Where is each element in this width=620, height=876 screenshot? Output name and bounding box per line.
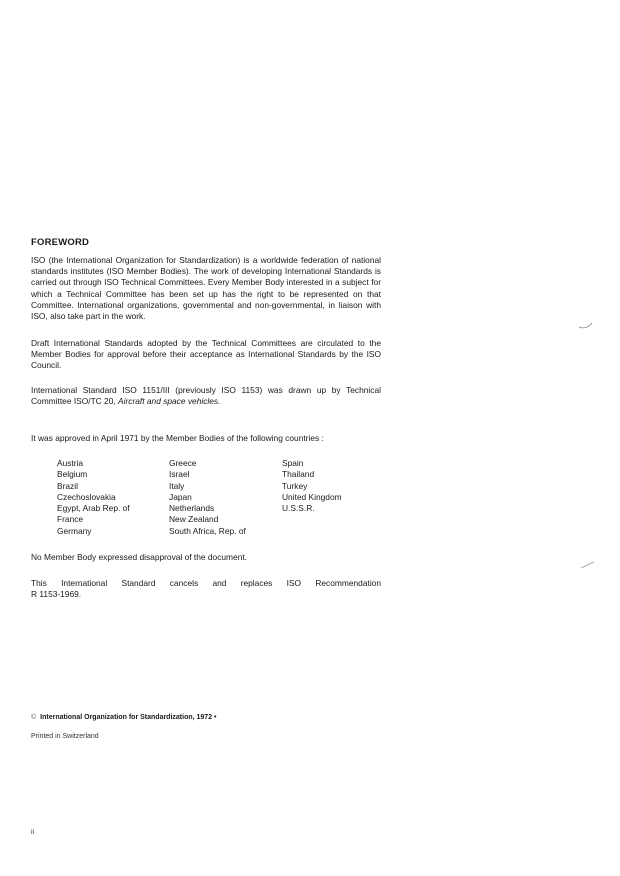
country-item: Spain [282,458,304,468]
country-item: New Zealand [169,514,219,525]
country-item: Egypt, Arab Rep. of [57,503,130,514]
country-item: Austria [57,458,84,468]
country-item: Japan [169,491,192,502]
margin-mark-icon [578,320,594,330]
country-item: Czechoslovakia [57,491,116,502]
country-item: Turkey [282,480,308,491]
country-item: South Africa, Rep. of [169,525,246,536]
country-item: Brazil [57,480,78,491]
country-item: United Kingdom [282,491,342,502]
printed-location: Printed in Switzerland [31,733,99,740]
country-column-1 [57,458,130,537]
country-column-3 [282,458,342,514]
disapproval-statement: No Member Body expressed disapproval of the document. [31,552,248,562]
country-item: Germany [57,525,92,536]
foreword-paragraph-3 [31,385,381,407]
page-number: ii [31,829,35,836]
country-item: Belgium [57,469,88,480]
cancellation-line-1: This International Standard cancels and replaces ISO Recommendation [31,578,381,588]
country-column-2 [169,458,246,537]
country-item: Israel [169,469,190,480]
approval-statement: It was approved in April 1971 by the Member Bodies of the following countries : [31,433,324,443]
country-item: Thailand [282,469,315,480]
cancellation-statement [31,578,381,600]
country-item: Italy [169,480,185,491]
cancellation-line-2: R 1153-1969. [31,589,82,600]
paragraph-3-text: International Standard ISO 1151/III (previously ISO 1153) was drawn up by Technical Committee ISO/TC 20, [31,385,381,407]
copyright-icon: © [31,714,37,721]
country-item: France [57,514,84,525]
page-title: FOREWORD [31,237,90,248]
foreword-paragraph-2: Draft International Standards adopted by the Technical Committees are circulated to the Member Bodies for approval before their acceptance as International Standards by the ISO Council. [31,338,381,371]
copyright-notice [31,714,216,721]
country-item: U.S.S.R. [282,503,315,514]
country-item: Netherlands [169,503,215,514]
committee-title-italic: Aircraft and space vehicles. [118,396,221,407]
copyright-text: International Organization for Standardization, 1972 • [40,714,217,721]
foreword-paragraph-1: ISO (the International Organization for Standardization) is a worldwide federation of national standards institutes (ISO Member Bodies). The work of developing International Standards is carried out through ISO Technical Committees. Every Member Body interested in a subject for which a Technical Committee has been set up has the right to be represented on that Committee. International organizations, governmental and non-governmental, in liaison with ISO, also take part in the work. [31,255,381,322]
country-item: Greece [169,458,197,468]
margin-mark-icon [580,560,596,570]
